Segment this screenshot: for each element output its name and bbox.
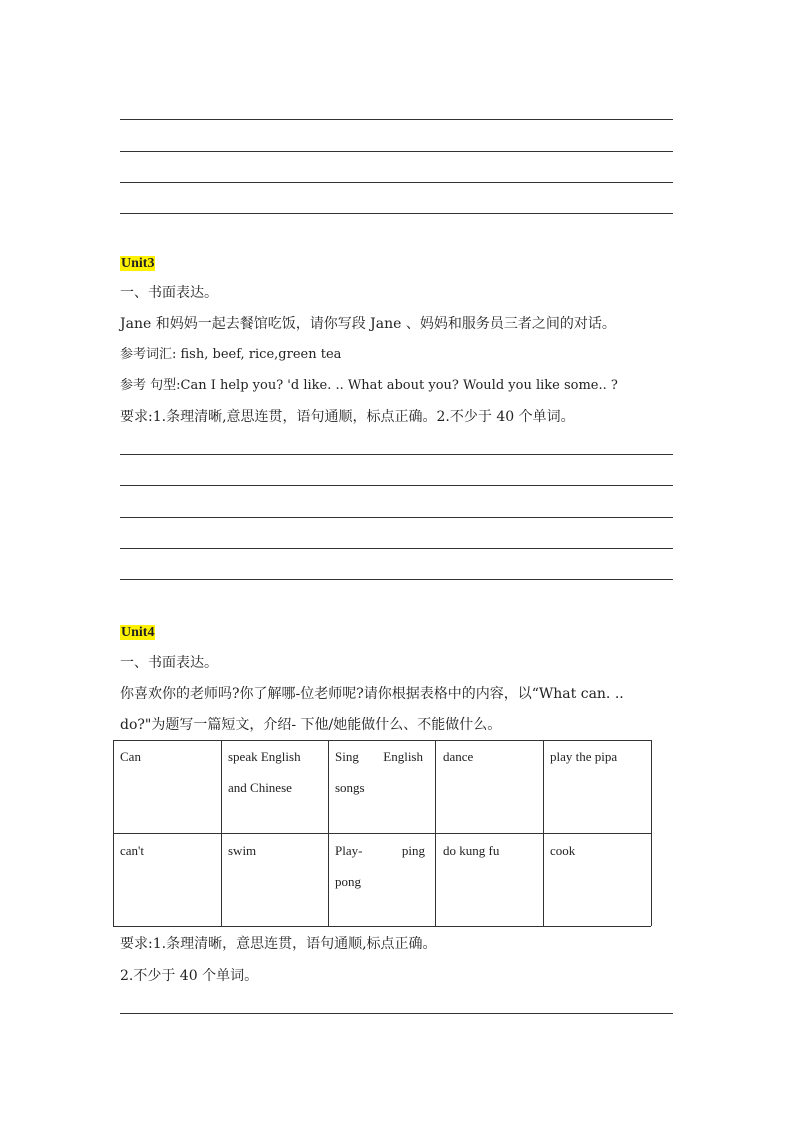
writing-line[interactable]: [120, 485, 673, 486]
unit4-requirements-line1: 要求:1.条理清晰，意思连贯，语句通顺,标点正确。: [120, 936, 437, 952]
writing-line[interactable]: [120, 454, 673, 455]
cell-line: and Chinese: [228, 780, 292, 795]
unit3-label-wrap: [120, 254, 155, 273]
cell-line: do kung fu: [443, 843, 500, 858]
unit3-section-heading: 一、书面表达。: [120, 285, 218, 301]
cell-line: play the pipa: [550, 749, 618, 764]
unit4-requirements-line2: 2.不少于 40 个单词。: [120, 968, 259, 984]
table-row-label-cant: can't: [120, 843, 144, 858]
unit3-sentences: 参考 句型:Can I help you? 'd like. .. What about you? Would you like some.. ?: [120, 378, 618, 393]
writing-line[interactable]: [120, 548, 673, 549]
cell-word: Play-: [335, 843, 363, 858]
cell-line: swim: [228, 843, 257, 858]
writing-line[interactable]: [120, 182, 673, 183]
cell-word: Sing: [335, 749, 359, 764]
table-cell: [335, 835, 425, 897]
unit3-label: Unit3: [121, 256, 155, 271]
table-cell: [228, 835, 322, 866]
unit4-prompt-line1: 你喜欢你的老师吗?你了解哪-位老师呢?请你根据表格中的内容，以“What can. ..: [120, 686, 624, 702]
table-cell: [335, 741, 423, 803]
table-cell: [550, 835, 645, 866]
unit4-section-heading: 一、书面表达。: [120, 655, 218, 671]
writing-line[interactable]: [120, 517, 673, 518]
unit4-label: Unit4: [121, 625, 155, 640]
writing-line[interactable]: [120, 151, 673, 152]
unit4-label-wrap: [120, 623, 155, 642]
cell-line: cook: [550, 843, 576, 858]
cell-line: songs: [335, 780, 365, 795]
unit3-requirements: 要求:1.条理清晰,意思连贯，语句通顺，标点正确。2.不少于 40 个单词。: [120, 409, 575, 425]
writing-line[interactable]: [120, 579, 673, 580]
unit4-prompt-line2: do?"为题写一篇短文，介绍- 下他/她能做什么、不能做什么。: [120, 717, 502, 733]
writing-line[interactable]: [120, 213, 673, 214]
unit3-prompt: Jane 和妈妈一起去餐馆吃饭，请你写段 Jane 、妈妈和服务员三者之间的对话。: [120, 316, 616, 332]
table-row-label-can: Can: [120, 749, 141, 764]
table-cell: [228, 741, 322, 803]
cell-line: dance: [443, 749, 474, 764]
table-cell: [443, 741, 537, 772]
writing-line[interactable]: [120, 1013, 673, 1014]
table-cell: [443, 835, 537, 866]
cell-word: English: [383, 749, 423, 764]
cell-line: pong: [335, 874, 361, 889]
cell-line: speak English: [228, 749, 301, 764]
writing-line[interactable]: [120, 119, 673, 120]
unit3-vocab: 参考词汇: fish, beef, rice,green tea: [120, 347, 342, 362]
cell-word: ping: [401, 843, 425, 858]
table-cell: [550, 741, 645, 772]
